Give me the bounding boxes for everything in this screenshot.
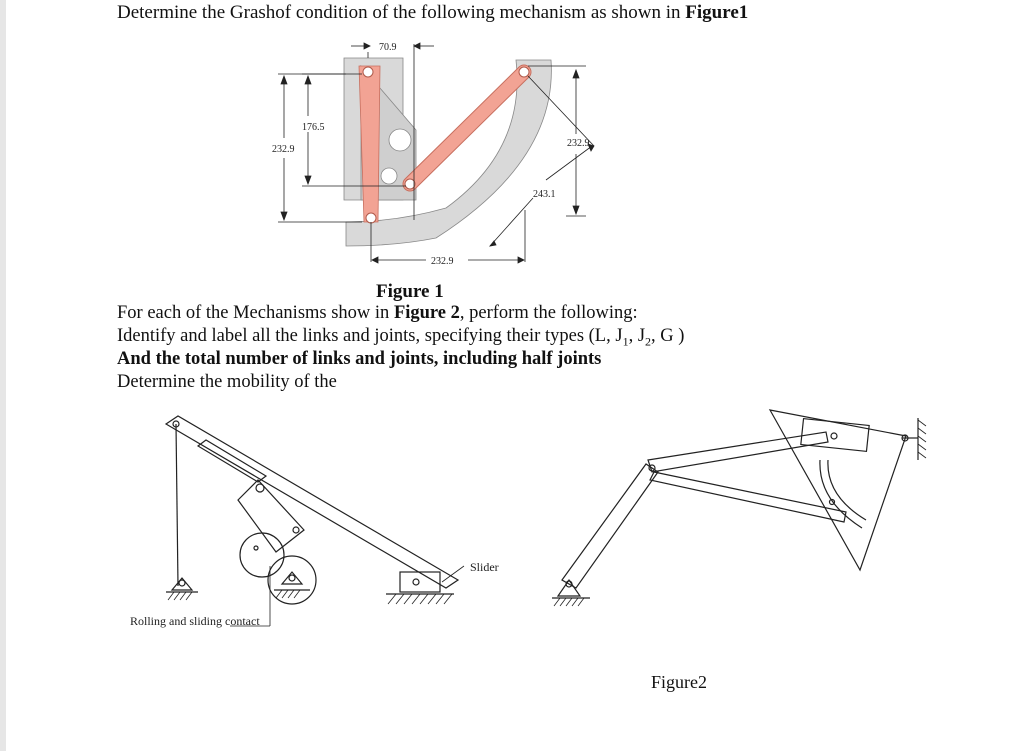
document-page xyxy=(6,0,1022,751)
dim-bottom: 232.9 xyxy=(431,256,454,267)
joint-coupler-high xyxy=(519,67,529,77)
figure1-caption: Figure 1 xyxy=(376,281,444,302)
dim-diagonal: 243.1 xyxy=(533,189,556,200)
slider-label: Slider xyxy=(470,560,499,574)
dim-right-upper: 232.9 xyxy=(567,138,590,149)
roller-wheel xyxy=(268,556,316,604)
joint-coupler-low xyxy=(405,179,415,189)
joint-bottom xyxy=(366,213,376,223)
question-title: Determine the Grashof condition of the following mechanism as shown in Figure1 xyxy=(117,2,749,23)
dim-left-inner: 176.5 xyxy=(302,122,325,133)
dim-top: 70.9 xyxy=(379,42,397,53)
contact-label: Rolling and sliding contact xyxy=(130,614,260,628)
figure1-drawing xyxy=(256,34,596,274)
cam-wheel xyxy=(240,533,284,577)
instruction-line-3: And the total number of links and joints, including half joints xyxy=(117,349,602,369)
joint-top xyxy=(363,67,373,77)
slider-right xyxy=(801,419,869,452)
figure2-drawing xyxy=(116,400,936,640)
dim-left-outer: 232.9 xyxy=(272,144,295,155)
instruction-line-1: For each of the Mechanisms show in Figure 2, perform the following: xyxy=(117,303,638,323)
instruction-line-4: Determine the mobility of the xyxy=(117,372,337,392)
instruction-line-2: Identify and label all the links and joints, specifying their types (L, $J_1$, $J_2$, G ) xyxy=(117,326,685,349)
triangle-plate-right xyxy=(770,410,906,570)
slider-block xyxy=(400,572,440,592)
long-crank xyxy=(562,464,658,588)
lower-link xyxy=(650,472,846,522)
figure2-caption: Figure2 xyxy=(651,672,707,692)
